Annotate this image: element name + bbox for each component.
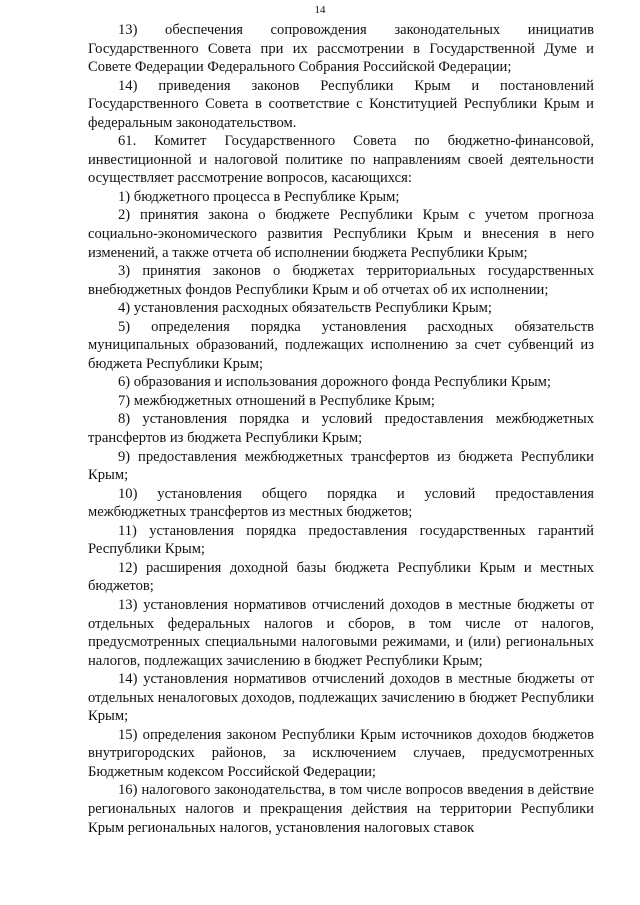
paragraph-item-3: 3) принятия законов о бюджетах территориальных государственных внебюджетных фондов Республики Крым и об отчетах об их исполнении; bbox=[88, 263, 594, 298]
paragraph-item-11: 11) установления порядка предоставления государственных гарантий Республики Крым; bbox=[88, 522, 594, 558]
paragraph-item-4: 4) установления расходных обязательств Республики Крым; bbox=[118, 300, 492, 317]
paragraph-item-7: 7) межбюджетных отношений в Республике Крым; bbox=[118, 392, 435, 409]
paragraph-section-61-committee: 61. Комитет Государственного Совета по бюджетно-финансовой, инвестиционной и налоговой политике по направлениям своей деятельности осуществляет рассмотрение вопросов, касающихся: bbox=[88, 133, 594, 187]
paragraph-item-15: 15) определения законом Республики Крым источников доходов бюджетов внутригородских районов, за исключением случаев, предусмотренных Бюджетным кодексом Российской Федерации; bbox=[88, 726, 594, 780]
paragraph-item-6: 6) образования и использования дорожного фонда Республики Крым; bbox=[118, 374, 551, 391]
paragraph-item-14: 14) установления нормативов отчислений доходов в местные бюджеты от отдельных неналоговых доходов, подлежащих зачислению в бюджет Республики Крым; bbox=[88, 671, 594, 725]
paragraph-item-12: 12) расширения доходной базы бюджета Республики Крым и местных бюджетов; bbox=[88, 559, 594, 595]
paragraph-item-13: 13) установления нормативов отчислений доходов в местные бюджеты от отдельных федеральных налогов и сборов, в том числе от налогов, предусмотренных специальными налоговыми режимами, и (или) региональных налогов, подлежащих зачислению в бюджет Республики Крым; bbox=[88, 596, 594, 669]
paragraph-item-13-legislative-initiatives: 13) обеспечения сопровождения законодательных инициатив Государственного Совета при их рассмотрении в Государственной Думе и Совете Федерации Федерального Собрания Российской Федерации; bbox=[88, 22, 594, 76]
document-body bbox=[88, 21, 594, 837]
page-number: 14 bbox=[314, 4, 326, 16]
paragraph-item-16: 16) налогового законодательства, в том числе вопросов введения в действие региональных налогов и прекращения действия на территории Республики Крым региональных налогов, установления налоговых ставок bbox=[88, 782, 594, 836]
paragraph-item-8: 8) установления порядка и условий предоставления межбюджетных трансфертов из бюджета Республики Крым; bbox=[88, 411, 594, 447]
paragraph-item-2: 2) принятия закона о бюджете Республики Крым с учетом прогноза социально-экономического развития Республики Крым и внесения в него изменений, а также отчета об исполнении бюджета Республики Крым; bbox=[88, 207, 594, 261]
paragraph-item-1: 1) бюджетного процесса в Республике Крым; bbox=[118, 188, 400, 205]
paragraph-item-9: 9) предоставления межбюджетных трансфертов из бюджета Республики Крым; bbox=[88, 448, 594, 484]
paragraph-item-14-conformity: 14) приведения законов Республики Крым и постановлений Государственного Совета в соответствие с Конституцией Республики Крым и федеральным законодательством. bbox=[88, 77, 594, 131]
paragraph-item-10: 10) установления общего порядка и условий предоставления межбюджетных трансфертов из местных бюджетов; bbox=[88, 485, 594, 521]
paragraph-item-5: 5) определения порядка установления расходных обязательств муниципальных образований, подлежащих исполнению за счет субвенций из бюджета Республики Крым; bbox=[88, 318, 594, 372]
